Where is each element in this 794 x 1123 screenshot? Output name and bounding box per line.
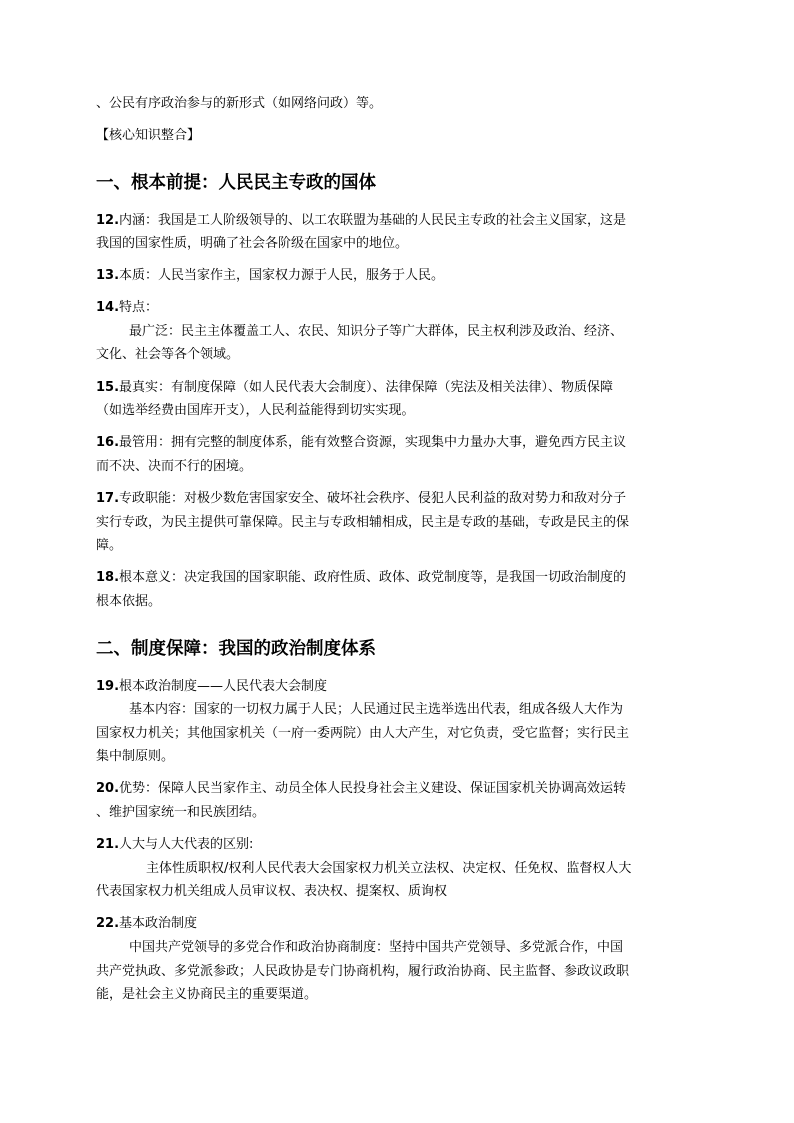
item-text: 最真实：有制度保障（如人民代表大会制度）、法律保障（宪法及相关法律）、物质保障 — [119, 380, 614, 395]
item-text: 人大与人大代表的区别: — [119, 837, 254, 852]
item-number: 15. — [96, 380, 120, 395]
item-19-line-1 — [96, 677, 327, 696]
item-22-line-3: 共产党执政、多党派参政；人民政协是专门协商机构，履行政治协商、民主监督、参政议政职 — [96, 964, 630, 979]
item-number: 20. — [96, 781, 120, 796]
item-text: 特点： — [119, 300, 159, 315]
item-22-line-1 — [96, 914, 197, 933]
item-14-line-2: 最广泛：民主主体覆盖工人、农民、知识分子等广大群体，民主权利涉及政治、经济、 — [129, 324, 624, 339]
item-16-line-1 — [96, 433, 626, 452]
item-number: 18. — [96, 570, 120, 585]
intro-continuation: 、公民有序政治参与的新形式（如网络问政）等。 — [96, 96, 383, 111]
item-20-line-2: 、维护国家统一和民族团结。 — [96, 805, 266, 820]
item-13-line-1 — [96, 266, 444, 285]
item-number: 12. — [96, 213, 120, 228]
item-12-line-1 — [96, 211, 626, 230]
item-number: 17. — [96, 491, 120, 506]
item-number: 13. — [96, 268, 120, 283]
item-number: 22. — [96, 916, 120, 931]
item-15-line-1 — [96, 378, 613, 397]
item-14-line-1 — [96, 298, 158, 317]
item-text: 根本政治制度——人民代表大会制度 — [119, 679, 328, 694]
item-text: 优势：保障人民当家作主、动员全体人民投身社会主义建设、保证国家机关协调高效运转 — [119, 781, 627, 796]
item-12-line-2: 我国的国家性质，明确了社会各阶级在国家中的地位。 — [96, 236, 409, 251]
item-21-line-3: 代表国家权力机关组成人员审议权、表决权、提案权、质询权 — [96, 884, 448, 899]
item-22-line-2: 中国共产党领导的多党合作和政治协商制度：坚持中国共产党领导、多党派合作，中国 — [129, 940, 624, 955]
section-label-core-knowledge: 【核心知识整合】 — [96, 128, 201, 143]
item-text: 最管用：拥有完整的制度体系，能有效整合资源，实现集中力量办大事，避免西方民主议 — [119, 435, 627, 450]
item-text: 根本意义：决定我国的国家职能、政府性质、政体、政党制度等，是我国一切政治制度的 — [119, 570, 627, 585]
item-17-line-2: 实行专政，为民主提供可靠保障。民主与专政相辅相成，民主是专政的基础，专政是民主的保 — [96, 515, 630, 530]
item-21-line-1 — [96, 835, 253, 854]
item-22-line-4: 能，是社会主义协商民主的重要渠道。 — [96, 987, 318, 1002]
item-20-line-1 — [96, 779, 626, 798]
item-number: 19. — [96, 679, 120, 694]
item-19-line-4: 集中制原则。 — [96, 749, 175, 764]
item-14-line-3: 文化、社会等各个领域。 — [96, 347, 240, 362]
item-19-line-2: 基本内容：国家的一切权力属于人民；人民通过民主选举选出代表，组成各级人大作为 — [129, 702, 624, 717]
section-heading-2: 二、制度保障：我国的政治制度体系 — [96, 639, 376, 659]
item-number: 16. — [96, 435, 120, 450]
item-text: 基本政治制度 — [119, 916, 198, 931]
item-21-line-2: 主体性质职权/权利人民代表大会国家权力机关立法权、决定权、任免权、监督权人大 — [146, 861, 632, 876]
item-18-line-1 — [96, 568, 626, 587]
item-number: 21. — [96, 837, 120, 852]
item-18-line-2: 根本依据。 — [96, 594, 162, 609]
item-17-line-3: 障。 — [96, 538, 123, 553]
section-heading-1: 一、根本前提：人民民主专政的国体 — [96, 173, 376, 193]
item-16-line-2: 而不决、决而不行的困境。 — [96, 459, 253, 474]
item-15-line-2: （如选举经费由国库开支），人民利益能得到切实实现。 — [96, 403, 415, 418]
item-17-line-1 — [96, 489, 626, 508]
item-text: 本质：人民当家作主，国家权力源于人民，服务于人民。 — [119, 268, 445, 283]
item-text: 专政职能：对极少数危害国家安全、破坏社会秩序、侵犯人民利益的敌对势力和敌对分子 — [119, 491, 627, 506]
item-number: 14. — [96, 300, 120, 315]
item-text: 内涵：我国是工人阶级领导的、以工农联盟为基础的人民民主专政的社会主义国家，这是 — [119, 213, 627, 228]
item-19-line-3: 国家权力机关；其他国家机关（一府一委两院）由人大产生，对它负责，受它监督；实行民主 — [96, 726, 630, 741]
